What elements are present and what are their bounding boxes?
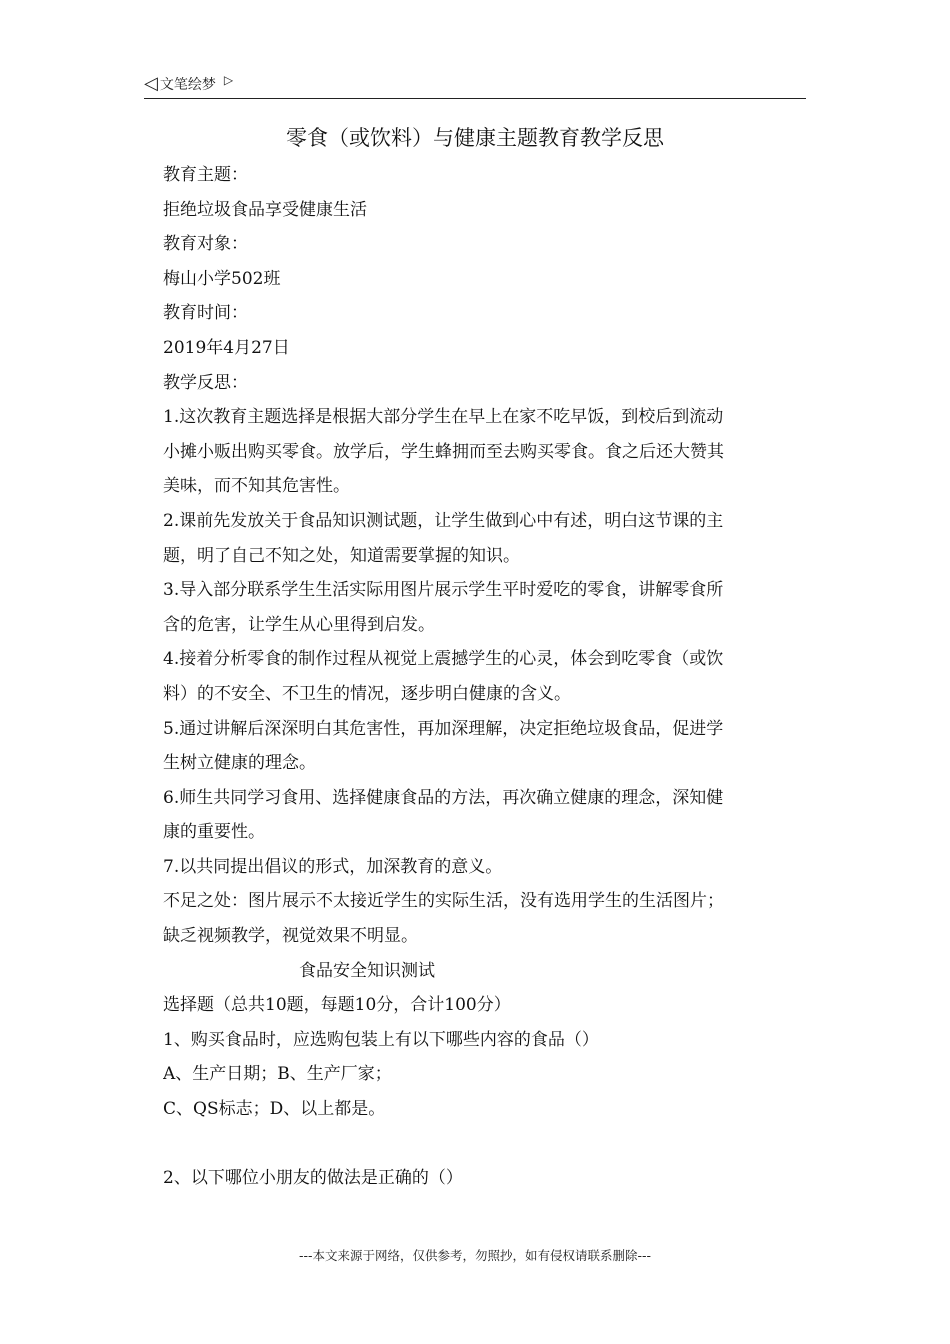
document-title: 零食（或饮料）与健康主题教育教学反思: [286, 126, 664, 150]
text-line: 教学反思：: [163, 372, 248, 393]
text-line: 5.通过讲解后深深明白其危害性，再加深理解，决定拒绝垃圾食品，促进学: [163, 718, 724, 739]
text-line: 不足之处：图片展示不太接近学生的实际生活，没有选用学生的生活图片；: [163, 891, 724, 912]
text-line: 1.这次教育主题选择是根据大部分学生在早上在家不吃早饭，到校后到流动: [163, 407, 724, 428]
page-header: [144, 74, 806, 99]
text-line: 康的重要性。: [163, 822, 265, 843]
text-line: 缺乏视频教学，视觉效果不明显。: [163, 926, 418, 947]
text-line: 1、购买食品时，应选购包装上有以下哪些内容的食品（）: [163, 1029, 599, 1050]
text-line: 2、以下哪位小朋友的做法是正确的（）: [163, 1168, 463, 1189]
text-line: C、QS标志；D、以上都是。: [163, 1099, 386, 1120]
text-line: 选择题（总共10题，每题10分，合计100分）: [163, 995, 511, 1016]
text-line: 拒绝垃圾食品享受健康生活: [163, 199, 367, 220]
text-line: 料）的不安全、不卫生的情况，逐步明白健康的含义。: [163, 683, 571, 704]
text-line: 7.以共同提出倡议的形式，加深教育的意义。: [163, 856, 503, 877]
section-heading: 食品安全知识测试: [299, 960, 435, 981]
footer-disclaimer: ---本文来源于网络，仅供参考，勿照抄，如有侵权请联系删除---: [298, 1248, 652, 1263]
text-line: A、生产日期；B、生产厂家；: [163, 1064, 392, 1085]
text-line: 4.接着分析零食的制作过程从视觉上震撼学生的心灵，体会到吃零食（或饮: [163, 649, 724, 670]
text-line: 小摊小贩出购买零食。放学后，学生蜂拥而至去购买零食。食之后还大赞其: [163, 441, 724, 462]
blank-line: [163, 1127, 805, 1162]
brand-name: 文笔绘梦: [159, 77, 216, 93]
text-line: 梅山小学502班: [163, 268, 281, 289]
text-line: 教育主题：: [163, 165, 248, 185]
brand: [144, 74, 233, 94]
triangle-right-icon: ▷: [223, 73, 234, 87]
text-line: 教育对象：: [163, 234, 248, 255]
text-line: 含的危害，让学生从心里得到启发。: [163, 614, 435, 635]
text-line: 题，明了自己不知之处，知道需要掌握的知识。: [163, 545, 520, 566]
text-line: 生树立健康的理念。: [163, 753, 316, 774]
text-line: 2.课前先发放关于食品知识测试题，让学生做到心中有述，明白这节课的主: [163, 510, 724, 531]
text-line: 美味，而不知其危害性。: [163, 476, 350, 497]
text-line: 3.导入部分联系学生生活实际用图片展示学生平时爱吃的零食，讲解零食所: [163, 580, 724, 601]
text-line: 2019年4月27日: [163, 337, 290, 358]
text-line: 6.师生共同学习食用、选择健康食品的方法，再次确立健康的理念，深知健: [163, 787, 724, 808]
triangle-left-icon: ◁: [144, 73, 158, 94]
text-line: 教育时间：: [163, 303, 248, 324]
document-body: [163, 158, 805, 1196]
